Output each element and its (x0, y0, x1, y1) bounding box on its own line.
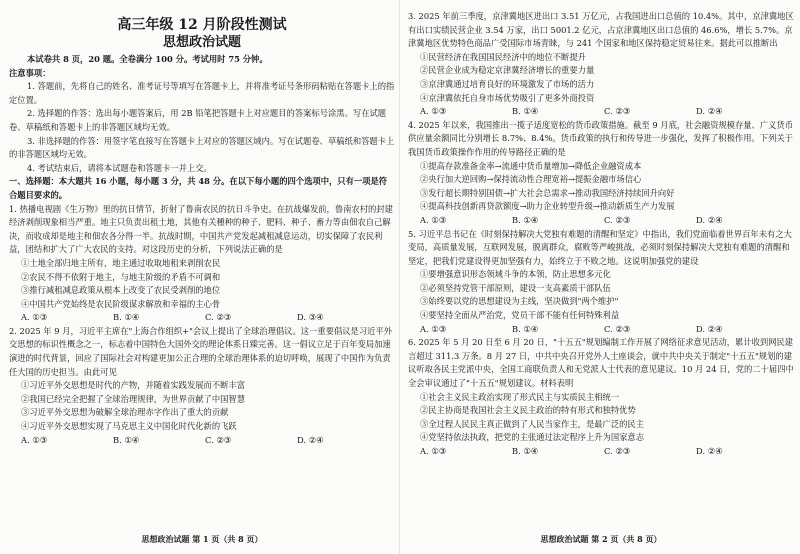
choice-b: B. ①④ (113, 434, 140, 445)
question-stem: 2. 2025 年 9 月，习近平主席在"上海合作组织+"会议上提出了全球治理倡议。这一重要倡议是习近平外交思想的标识性概念之一，标志着中国特色大国外交的理论体系日臻完善。这一倡议立足于百年变局加速演进的时代背景，回应了国际社会对构建更加公正合理的全球治理体系的迫切呼唤，展现了中国作为负责任大国的历史担当。由此可见 (9, 325, 393, 377)
choice-a: A. ①③ (420, 106, 447, 117)
choice-a: A. ①③ (420, 323, 447, 334)
question-3 (408, 10, 794, 119)
question-stem: 6. 2025 年 5 月 20 日至 6 月 20 日，"十五五"规划编制工作开展了网络征求意见活动，累计收到网民建言超过 311.3 万条。8 月 27 日，中共中央召开党外人士座谈会，就中共中央关于制定"十五五"规划的建议听取各民主党派中央，全国工商联负责人和无党派人士代表的意见建议。10 月 24 日，党的二十届四中全会审议通过了"十五五"规划建议。材料表明 (408, 337, 794, 389)
option-item: ①提高存款准备金率→流通中货币量增加→降低企业融资成本 (420, 160, 642, 171)
option-item: ③全过程人民民主真正做到了人民当家作主，是最广泛的民主 (420, 418, 645, 429)
choice-d: D. ②④ (696, 323, 723, 334)
option-item: ②民营企业成为稳定京津冀经济增长的重要力量 (420, 65, 595, 76)
option-item: ①民营经济在我国国民经济中的地位不断提升 (420, 51, 586, 62)
answer-choices (408, 214, 794, 228)
option-item: ①土地全部归地主所有，地主通过收取地租来剥削农民 (21, 257, 221, 268)
option-item: ②央行加大逆回购→保持流动性合理宽裕→提振金融市场信心 (420, 174, 642, 185)
note-item: 1. 答题前，先将自己的姓名、准考证号等填写在答题卡上，并将准考证号条形码粘贴在答题卡上的指定位置。 (9, 81, 395, 105)
choice-c: C. ②③ (205, 434, 232, 445)
choice-c: C. ②③ (604, 323, 631, 334)
choice-a: A. ①③ (420, 446, 447, 456)
choice-d: D. ②④ (696, 106, 723, 117)
choice-d: D. ②④ (696, 446, 723, 456)
choice-d: D. ②④ (696, 214, 723, 225)
choice-b: B. ①④ (113, 312, 140, 323)
choice-a: A. ①③ (21, 434, 48, 445)
question-5 (408, 228, 794, 337)
option-item: ④要坚持全面从严治党，党员干部不能有任何特殊利益 (420, 310, 620, 321)
answer-choices (408, 445, 794, 459)
question-1 (9, 203, 395, 325)
option-item: ④提高科技创新再贷款额度→助力企业转型升级→推动新质生产力发展 (420, 201, 675, 212)
choice-c: C. ②③ (604, 106, 631, 117)
choice-c: C. ②③ (604, 446, 631, 456)
exam-info: 本试卷共 8 页，20 题。全卷满分 100 分。考试用时 75 分钟。 (27, 54, 268, 64)
question-2 (9, 325, 395, 447)
option-item: ④党坚持依法执政，把党的主张通过法定程序上升为国家意志 (420, 432, 645, 443)
note-item: 4. 考试结束后，请将本试题卷和答题卡一并上交。 (27, 162, 212, 173)
option-item: ④习近平外交思想实现了马克思主义中国化时代化新的飞跃 (21, 421, 237, 432)
option-item: ③习近平外交思想为破解全球治理赤字作出了重大的贡献 (21, 407, 229, 418)
section-heading: 一、选择题：本大题共 16 小题，每小题 3 分，共 48 分。在以下每小题的四个选项中，只有一项是符合题目要求的。 (9, 176, 388, 200)
option-item: ④京津冀依托自身市场优势吸引了更多外商投资 (420, 92, 595, 103)
question-stem: 3. 2025 年前三季度，京津冀地区进出口 3.51 万亿元，占我国进出口总值的 10.4%。其中，京津冀地区有出口实绩民营企业 3.54 万家，出口 5001.2 亿元，占京津冀地区出口总值的 46.6%，增长 5.7%。京津冀地区优势特色商品广受国际市场青睐，与 241 个国家和地区保持稳定贸易往来。据此可以推断出 (408, 11, 794, 49)
choice-d: D. ②④ (297, 434, 324, 445)
choice-c: C. ②③ (604, 214, 631, 225)
option-item: ③发行超长期特别国债→扩大社会总需求→推动我国经济持续回升向好 (420, 187, 675, 198)
choice-b: B. ①④ (512, 214, 539, 225)
question-stem: 4. 2025 年以来，我国推出一揽子适度宽松的货币政策措施。截至 9 月底，社会融资规模存量、广义货币供应量余额同比分别增长 8.7%、8.4%。货币政策的执行和传导进一步强化，发挥了积极作用。下列关于我国货币政策操作作用的传导路径正确的是 (408, 119, 794, 157)
option-item: ②农民不得不依附于地主，与地主阶级的矛盾不可调和 (21, 271, 221, 282)
exam-title: 高三年级 12 月阶段性测试 (117, 17, 287, 33)
answer-choices (408, 105, 794, 119)
option-item: ④中国共产党始终是农民阶级谋求解放和幸福的主心骨 (21, 298, 221, 309)
option-item: ③推行减租减息政策从根本上改变了农民受剥削的地位 (21, 285, 221, 296)
option-item: ②必须坚持党管干部原则，建设一支高素质干部队伍 (420, 282, 611, 293)
option-item: ①要增强意识形态领域斗争的本领，防止思想多元化 (420, 269, 611, 280)
question-stem: 1. 热播电视剧《生万物》里的抗日情节，折射了鲁南农民的抗日斗争史。在抗战爆发前，鲁南农村的封建经济剥削现象相当严重。地主只负责出租土地，其他有关種种的种子、肥料、种子、畜力等由佃农自己解决，而收成却是地主和佃农各分得一半。抗战时期，中国共产党发起减租减息运动，切实保障了农民利益，团结和扩大了广大农民的支持。对这段历史的分析，下列说法正确的是 (9, 203, 393, 255)
page-footer: 思想政治试题 第 2 页（共 8 页） (540, 534, 662, 544)
page-footer: 思想政治试题 第 1 页（共 8 页） (141, 534, 263, 544)
choice-a: A. ①③ (21, 312, 48, 323)
question-4 (408, 119, 794, 228)
choice-a: A. ①③ (420, 214, 447, 225)
page-2 (408, 10, 794, 548)
option-item: ③京津冀通过培育良好的环境激发了市场的活力 (420, 78, 595, 89)
answer-choices (9, 311, 395, 325)
notes-heading: 注意事项： (9, 67, 51, 78)
option-item: ②我国已经完全把握了全球治理规律，为世界贡献了中国智慧 (21, 393, 246, 404)
question-stem: 5. 习近平总书记在《时刻保持解决大党独有难题的清醒和坚定》中指出，我们党面临着世界百年未有之大变局，高质量发展，互联网发展，脱离群众，腐败等严峻挑战，必须时刻保持解决大党独有难题的清醒和坚定，把我们党建设得更加坚强有力，始终立于不败之地。这说明加强党的建设 (408, 228, 792, 266)
answer-choices (408, 323, 794, 337)
page-divider (399, 0, 400, 554)
choice-c: C. ②③ (205, 312, 232, 323)
page-1 (9, 10, 395, 548)
option-item: ③始终要以党的思想建设为主线，坚决做到"两个维护" (420, 296, 619, 307)
exam-subtitle: 思想政治试题 (162, 35, 241, 50)
choice-b: B. ①④ (512, 106, 539, 117)
choice-b: B. ①④ (512, 446, 539, 456)
choice-d: D. ③④ (297, 312, 324, 323)
choice-b: B. ①④ (512, 323, 539, 334)
option-item: ①社会主义民主政治实现了形式民主与实质民主相统一 (420, 391, 620, 402)
question-6 (408, 336, 794, 458)
note-item: 3. 非选择题的作答：用签字笔直接写在答题卡上对应的答题区域内。写在试题卷、草稿纸和答题卡上的非答题区域均无效。 (9, 135, 395, 160)
answer-choices (9, 434, 395, 448)
option-item: ②民主协商是我国社会主义民主政治的特有形式和独特优势 (420, 405, 636, 416)
option-item: ①习近平外交思想是时代的产物，并随着实践发展而不断丰富 (21, 380, 246, 391)
note-item: 2. 选择题的作答：选出每小题答案后，用 2B 铅笔把答题卡上对应题目的答案标号涂黑。写在试题卷、草稿纸和答题卡上的非答题区域均无效。 (9, 108, 387, 132)
